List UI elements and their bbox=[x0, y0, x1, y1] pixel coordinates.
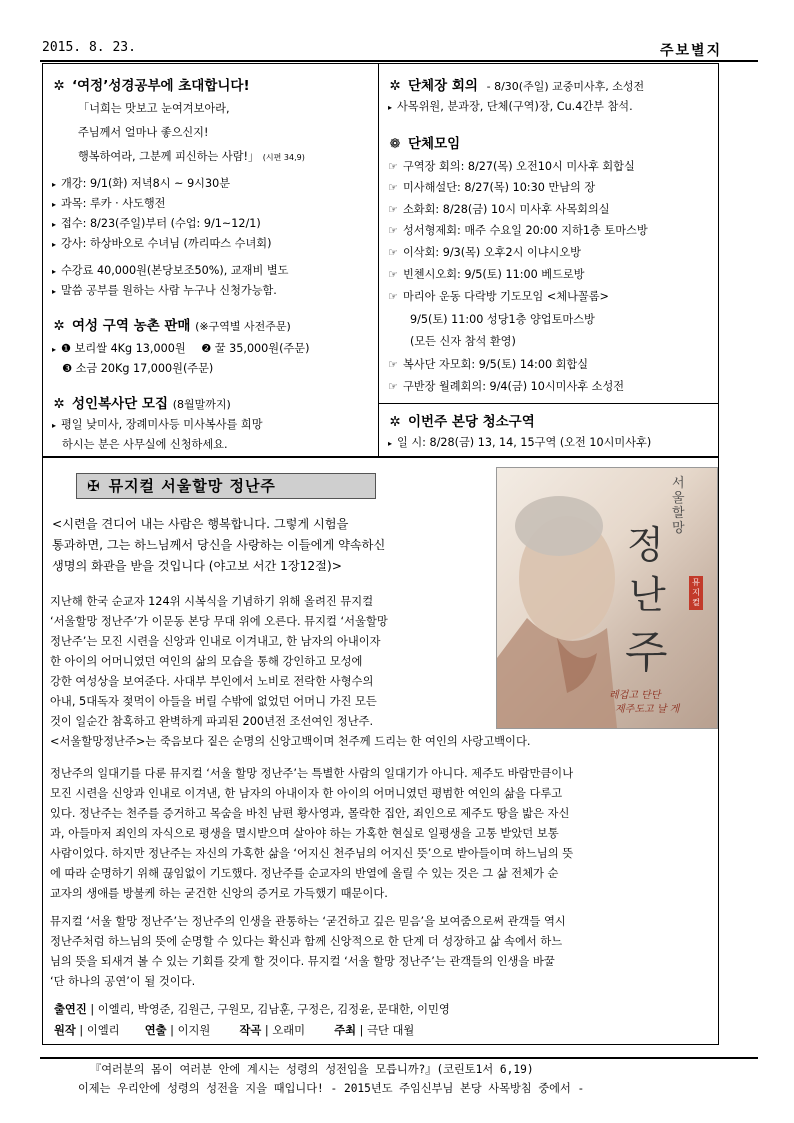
study-item-1 bbox=[52, 177, 230, 192]
study-quote-ref: (시편 34,9) bbox=[262, 153, 305, 162]
study-item-text: 강사: 하상바오로 수녀님 (까리따스 수녀회) bbox=[61, 237, 272, 250]
poster-caption-2: 제주도고 날 게 bbox=[615, 704, 680, 715]
credit-director-value: | 이지원 bbox=[166, 1024, 211, 1037]
musical-banner-title: 뮤지컬 서울할망 정난주 bbox=[108, 477, 276, 495]
leaders-detail: - 8/30(주일) 교중미사후, 소성전 bbox=[486, 80, 645, 93]
musical-para-2-line-3: 있다. 정난주는 천주를 증거하고 목숨을 바친 남편 황사영과, 몰락한 집안, 죄인으로 제주도 땅을 밟은 자신 bbox=[50, 807, 570, 820]
musical-banner bbox=[76, 473, 376, 499]
musical-para-2-line-4: 과, 아들마저 죄인의 자식으로 평생을 멸시받으며 살아야 하는 가혹한 현실로 일평생을 고통 받았던 보통 bbox=[50, 827, 559, 840]
cast-names: | 이엘리, 박영준, 김원근, 구원모, 김남훈, 구정은, 김정윤, 문대한, 이민영 bbox=[86, 1003, 450, 1016]
poster-big-char-2: 난 bbox=[629, 573, 666, 617]
musical-para-2-line-7: 교자의 생애를 방불케 하는 굳건한 신앙의 증거로 가득했기 때문이다. bbox=[50, 887, 388, 900]
credit-host-value: | 극단 대월 bbox=[356, 1024, 415, 1037]
cleaning-text: 일 시: 8/28(금) 13, 14, 15구역 (오전 10시미사후) bbox=[397, 436, 652, 449]
leaders-line bbox=[388, 100, 633, 115]
arrow-bullet-icon: ▸ bbox=[52, 180, 57, 189]
group-item-7-cont-2: (모든 신자 참석 환영) bbox=[410, 335, 516, 348]
bulletin-title: 주보별지 bbox=[660, 43, 723, 59]
agri-line-2: ❸ 소금 20Kg 17,000원(주문) bbox=[62, 362, 214, 375]
group-text: 이삭회: 9/3(목) 오후2시 이냐시오방 bbox=[403, 246, 581, 259]
credit-original-value: | 이엘리 bbox=[75, 1024, 120, 1037]
arrow-bullet-icon: ▸ bbox=[52, 220, 57, 229]
group-item-9 bbox=[388, 380, 624, 394]
study-item-text: 말씀 공부를 원하는 사람 누구나 신청가능함. bbox=[61, 284, 277, 297]
cleaning-title: 이번주 본당 청소구역 bbox=[408, 414, 535, 430]
groups-title: 단체모임 bbox=[408, 136, 461, 152]
pointing-hand-icon: ☞ bbox=[388, 380, 398, 393]
group-text: 마리아 운동 다락방 기도모임 <체나꼴롬> bbox=[403, 290, 609, 303]
leaders-heading bbox=[386, 74, 644, 94]
group-item-5 bbox=[388, 246, 581, 260]
study-item-text: 접수: 8/23(주일)부터 (수업: 9/1~12/1) bbox=[61, 217, 261, 230]
pointing-hand-icon: ☞ bbox=[388, 160, 398, 173]
group-text: 성서형제회: 매주 수요일 20:00 지하1층 토마스방 bbox=[403, 224, 648, 237]
musical-para-3-line-1: 뮤지컬 ‘서울 할망 정난주’는 정난주의 인생을 관통하는 ‘굳건하고 깊은 믿음’을 보여줌으로써 관객들 역시 bbox=[50, 915, 566, 928]
column-divider bbox=[378, 63, 379, 457]
sparkle-icon: ✲ bbox=[389, 414, 401, 430]
group-text: 복사단 자모회: 9/5(토) 14:00 회합실 bbox=[403, 358, 589, 371]
volunteer-note: (8월말까지) bbox=[172, 398, 231, 411]
leaders-title: 단체장 회의 bbox=[408, 78, 478, 94]
group-item-7-cont-1: 9/5(토) 11:00 성당1층 양업토마스방 bbox=[410, 313, 595, 326]
musical-para-1-line-1: 지난해 한국 순교자 124위 시복식을 기념하기 위해 올려진 뮤지컬 bbox=[50, 595, 374, 608]
cleaning-heading bbox=[386, 410, 535, 430]
group-item-2 bbox=[388, 181, 595, 195]
study-item-3 bbox=[52, 217, 261, 232]
musical-para-3-line-4: ‘단 하나의 공연’이 될 것이다. bbox=[50, 975, 196, 988]
musical-para-3-line-3: 님의 뜻을 되새겨 볼 수 있는 기회를 갖게 할 것이다. 뮤지컬 ‘서울 할망 정난주’는 관객들의 인생을 바꿀 bbox=[50, 955, 555, 968]
study-item-text: 과목: 루카 · 사도행전 bbox=[61, 197, 166, 210]
poster-red-stamp: 뮤지컬 bbox=[689, 576, 703, 610]
pointing-hand-icon: ☞ bbox=[388, 181, 398, 194]
agri-title: 여성 구역 농촌 판매 bbox=[72, 318, 191, 334]
study-quote-2: 주님께서 얼마나 좋으신지! bbox=[78, 126, 209, 139]
leaders-text: 사목위원, 분과장, 단체(구역)장, Cu.4간부 참석. bbox=[397, 100, 633, 113]
credit-original-label: 원작 bbox=[54, 1024, 76, 1037]
volunteer-line-1 bbox=[52, 418, 263, 433]
study-item-2 bbox=[52, 197, 165, 212]
pointing-hand-icon: ☞ bbox=[388, 246, 398, 259]
musical-para-2-line-5: 사람이었다. 하지만 정난주는 자신의 가혹한 삶을 ‘어지신 천주님의 어지신 뜻’으로 받아들이며 하느님의 뜻 bbox=[50, 847, 574, 860]
group-text: 소화회: 8/28(금) 10시 미사후 사목회의실 bbox=[403, 203, 610, 216]
musical-poster-image bbox=[496, 467, 718, 729]
arrow-bullet-icon: ▸ bbox=[52, 240, 57, 249]
musical-quote-2: 통과하면, 그는 하느님께서 당신을 사랑하는 이들에게 약속하신 bbox=[52, 538, 386, 552]
group-item-6 bbox=[388, 268, 584, 282]
cast-line bbox=[54, 1000, 450, 1020]
groups-heading bbox=[386, 132, 460, 152]
flower-icon: ❁ bbox=[389, 136, 401, 152]
bulletin-date: 2015. 8. 23. bbox=[42, 40, 136, 55]
sparkle-icon: ✲ bbox=[53, 78, 65, 94]
musical-para-1-line-5: 강한 여성상을 보여준다. 사대부 부인에서 노비로 전락한 사형수의 bbox=[50, 675, 374, 688]
group-item-3 bbox=[388, 203, 610, 217]
group-item-4 bbox=[388, 224, 648, 238]
pointing-hand-icon: ☞ bbox=[388, 224, 398, 237]
agri-line-1 bbox=[52, 342, 309, 357]
credits-line bbox=[54, 1021, 414, 1041]
study-quote-3 bbox=[78, 150, 305, 165]
arrow-bullet-icon: ▸ bbox=[388, 103, 393, 112]
pointing-hand-icon: ☞ bbox=[388, 358, 398, 371]
credit-host-label: 주최 bbox=[334, 1024, 357, 1037]
study-item-5 bbox=[52, 264, 288, 279]
cast-label: 출연진 bbox=[54, 1003, 87, 1016]
study-quote-text: 행복하여라, 그분께 피신하는 사람!」 bbox=[78, 150, 260, 163]
cross-icon: ✠ bbox=[87, 477, 101, 495]
musical-para-3-line-2: 정난주처럼 하느님의 뜻에 순명할 수 있다는 확신과 함께 신앙적으로 한 단계 더 성장하고 삶 속에서 하느 bbox=[50, 935, 563, 948]
arrow-bullet-icon: ▸ bbox=[52, 345, 57, 354]
musical-para-2-line-2: 모진 시련을 신앙과 인내로 이겨낸, 한 남자의 아내이자 한 아이의 어머니였던 평범한 여인의 삶을 다루고 bbox=[50, 787, 563, 800]
group-item-7 bbox=[388, 290, 609, 304]
volunteer-text: 평일 낮미사, 장례미사등 미사복사를 희망 bbox=[61, 418, 263, 431]
musical-para-1-line-3: 정난주’는 모진 시련을 신앙과 인내로 이겨내고, 한 남자의 아내이자 bbox=[50, 635, 381, 648]
credit-director-label: 연출 bbox=[144, 1024, 167, 1037]
volunteer-title: 성인복사단 모집 bbox=[72, 396, 168, 412]
agri-item-honey: ❷ 꿀 35,000원(주문) bbox=[201, 342, 310, 355]
arrow-bullet-icon: ▸ bbox=[52, 267, 57, 276]
pointing-hand-icon: ☞ bbox=[388, 203, 398, 216]
cleaning-line bbox=[388, 436, 651, 451]
sparkle-icon: ✲ bbox=[53, 396, 65, 412]
musical-para-1-line-4: 한 아이의 어머니였던 여인의 삶의 모습을 통해 강인하고 모성에 bbox=[50, 655, 363, 668]
study-title: ‘여정’성경공부에 초대합니다! bbox=[72, 78, 250, 94]
arrow-bullet-icon: ▸ bbox=[52, 421, 57, 430]
musical-para-1-line-6: 아내, 5대독자 젖먹이 아들을 버릴 수밖에 없었던 어머니 가진 모든 bbox=[50, 695, 377, 708]
agri-item-rice: ❶ 보리쌀 4Kg 13,000원 bbox=[61, 342, 186, 355]
poster-caption-1: 레겁고 단단 bbox=[609, 690, 661, 701]
credit-composer-label: 작곡 bbox=[239, 1024, 262, 1037]
study-quote-1: 「너희는 맛보고 눈여겨보아라, bbox=[78, 102, 230, 115]
arrow-bullet-icon: ▸ bbox=[52, 287, 57, 296]
pointing-hand-icon: ☞ bbox=[388, 290, 398, 303]
study-item-4 bbox=[52, 237, 271, 252]
group-text: 미사해설단: 8/27(목) 10:30 만남의 장 bbox=[403, 181, 596, 194]
musical-para-1-line-2: ‘서울할망 정난주’가 이문동 본당 무대 위에 오른다. 뮤지컬 ‘서울할망 bbox=[50, 615, 388, 628]
group-text: 빈첸시오회: 9/5(토) 11:00 베드로방 bbox=[403, 268, 585, 281]
musical-para-1-line-7: 것이 일순간 참혹하고 완벽하게 파괴된 200년전 조선여인 정난주. bbox=[50, 715, 374, 728]
study-item-text: 수강료 40,000원(본당보조50%), 교재비 별도 bbox=[61, 264, 289, 277]
cleaning-divider bbox=[378, 403, 719, 404]
study-item-6 bbox=[52, 284, 277, 299]
volunteer-heading bbox=[50, 392, 231, 412]
pointing-hand-icon: ☞ bbox=[388, 268, 398, 281]
group-text: 구반장 월례회의: 9/4(금) 10시미사후 소성전 bbox=[403, 380, 625, 393]
study-heading bbox=[50, 74, 250, 94]
footer-rule bbox=[40, 1057, 758, 1059]
musical-para-1-line-8: <서울할망정난주>는 죽음보다 짙은 순명의 신앙고백이며 천주께 드리는 한 여인의 사랑고백이다. bbox=[50, 735, 531, 748]
musical-para-2-line-6: 에 따라 순명하기 위해 끊임없이 기도했다. 정난주를 순교자의 반열에 올릴 수 있는 것은 그 삶 전체가 순 bbox=[50, 867, 559, 880]
poster-big-char-3: 주 bbox=[625, 627, 668, 678]
study-item-text: 개강: 9/1(화) 저녁8시 ~ 9시30분 bbox=[61, 177, 231, 190]
agri-heading bbox=[50, 314, 291, 334]
poster-big-char-1: 정 bbox=[627, 523, 664, 567]
arrow-bullet-icon: ▸ bbox=[52, 200, 57, 209]
footer-motto: 이제는 우리안에 성령의 성전을 지을 때입니다! - 2015년도 주임신부님 본당 사목방침 중에서 - bbox=[78, 1082, 585, 1095]
agri-note: (※구역별 사전주문) bbox=[195, 320, 291, 333]
group-text: 구역장 회의: 8/27(목) 오전10시 미사후 회합실 bbox=[403, 160, 635, 173]
poster-small-title: 서울할망 bbox=[672, 476, 685, 536]
musical-quote-3: 생명의 화관을 받을 것입니다 (야고보 서간 1장12절)> bbox=[52, 559, 342, 573]
musical-para-2-line-1: 정난주의 일대기를 다룬 뮤지컬 ‘서울 할망 정난주’는 특별한 사람의 일대기가 아니다. 제주도 바람만큼이나 bbox=[50, 767, 574, 780]
credit-composer-value: | 오래미 bbox=[261, 1024, 306, 1037]
header-rule bbox=[40, 60, 758, 62]
group-item-8 bbox=[388, 358, 588, 372]
volunteer-line-2: 하시는 분은 사무실에 신청하세요. bbox=[62, 438, 228, 451]
sparkle-icon: ✲ bbox=[389, 78, 401, 94]
musical-quote-1: <시련을 견디어 내는 사람은 행복합니다. 그렇게 시험을 bbox=[52, 517, 349, 531]
sparkle-icon: ✲ bbox=[53, 318, 65, 334]
footer-scripture: 『여러분의 몸이 여러분 안에 계시는 성령의 성전임을 모릅니까?』(코린토1서 6,19) bbox=[90, 1063, 534, 1076]
arrow-bullet-icon: ▸ bbox=[388, 439, 393, 448]
group-item-1 bbox=[388, 160, 635, 174]
